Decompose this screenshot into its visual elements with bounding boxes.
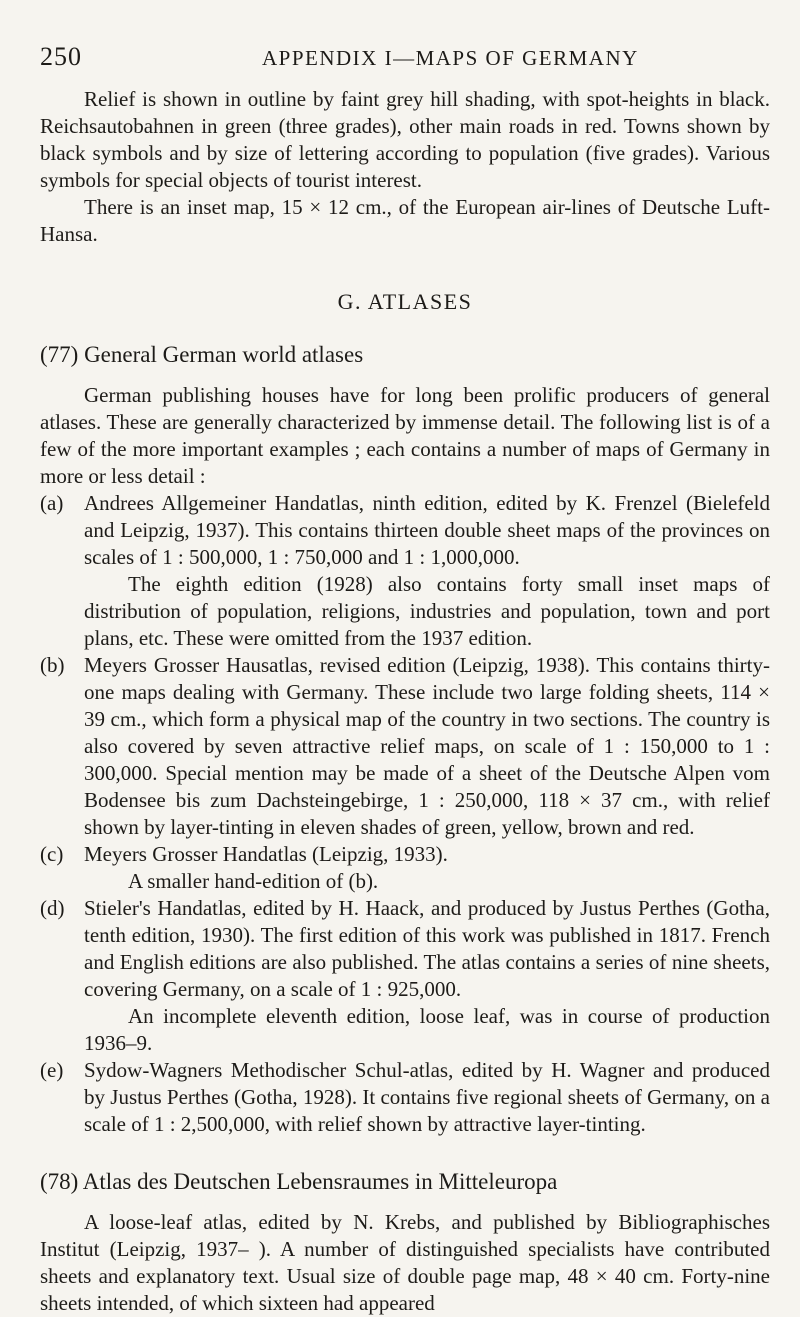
- entry-continuation: The eighth edition (1928) also contains forty small inset maps of distribution of population, religions, industries and population, town and port plans, etc. These were omitted from the 1937 edition.: [84, 572, 770, 650]
- running-head: APPENDIX I—MAPS OF GERMANY: [262, 46, 639, 70]
- entry-label: (b): [40, 653, 65, 677]
- subsection-heading-78: (78) Atlas des Deutschen Lebensraumes in Mitteleuropa: [40, 1169, 558, 1194]
- page-body: [40, 86, 770, 1317]
- entry-label: (a): [40, 491, 64, 515]
- entry-label: (c): [40, 842, 64, 866]
- page-header: [40, 42, 770, 82]
- atlas-entry-a: [40, 490, 770, 652]
- entry-text: Andrees Allgemeiner Handatlas, ninth edition, edited by K. Frenzel (Bielefeld and Leipzig, 1937). This contains thirteen double sheet maps of the provinces on scales of 1 : 500,000, 1 : 750,000 and 1 : 1,000,000.: [84, 491, 770, 569]
- intro-paragraph-1: Relief is shown in outline by faint grey hill shading, with spot-heights in black. Reichsautobahnen in green (three grades), other main roads in red. Towns shown by black symbols and by size of lettering according to population (five grades). Various symbols for special objects of tourist interest.: [40, 87, 770, 192]
- subsection-78-text: A loose-leaf atlas, edited by N. Krebs, and published by Bibliographisches Institut (Leipzig, 1937– ). A number of distinguished specialists have contributed sheets and explanatory text. Usual size of double page map, 48 × 40 cm. Forty-nine sheets intended, of which sixteen had appeared: [40, 1210, 770, 1315]
- page-number: 250: [40, 42, 82, 71]
- entry-label: (e): [40, 1058, 64, 1082]
- atlas-entry-c: [40, 841, 770, 895]
- subsection-heading-77: (77) General German world atlases: [40, 342, 364, 367]
- intro-paragraph-2: There is an inset map, 15 × 12 cm., of the European air-lines of Deutsche Luft-Hansa.: [40, 195, 770, 246]
- subsection-77-intro: German publishing houses have for long been prolific producers of general atlases. These are generally characterized by immense detail. The following list is of a few of the more important examples ; each contains a number of maps of Germany in more or less detail :: [40, 383, 770, 488]
- entry-continuation: A smaller hand-edition of (b).: [128, 869, 379, 893]
- entry-text: Meyers Grosser Handatlas (Leipzig, 1933).: [84, 842, 448, 866]
- entry-continuation: An incomplete eleventh edition, loose leaf, was in course of production 1936–9.: [84, 1004, 770, 1055]
- entry-text: Stieler's Handatlas, edited by H. Haack, and produced by Justus Perthes (Gotha, tenth edition, 1930). The first edition of this work was published in 1817. French and English editions are also published. The atlas contains a series of nine sheets, covering Germany, on a scale of 1 : 925,000.: [84, 896, 770, 1001]
- entry-text: Sydow-Wagners Methodischer Schul-atlas, edited by H. Wagner and produced by Justus Perthes (Gotha, 1928). It contains five regional sheets of Germany, on a scale of 1 : 2,500,000, with relief shown by attractive layer-tinting.: [84, 1058, 770, 1136]
- entry-label: (d): [40, 896, 65, 920]
- atlas-entry-d: [40, 895, 770, 1057]
- entry-text: Meyers Grosser Hausatlas, revised edition (Leipzig, 1938). This contains thirty-one maps dealing with Germany. These include two large folding sheets, 114 × 39 cm., which form a physical map of the country in two sections. The country is also covered by seven attractive relief maps, on scale of 1 : 150,000 to 1 : 300,000. Special mention may be made of a sheet of the Deutsche Alpen vom Bodensee bis zum Dachsteingebirge, 1 : 250,000, 118 × 37 cm., with relief shown by layer-tinting in eleven shades of green, yellow, brown and red.: [84, 653, 770, 839]
- section-title: G. ATLASES: [337, 289, 473, 314]
- atlas-entry-e: [40, 1057, 770, 1138]
- atlas-entry-b: [40, 652, 770, 841]
